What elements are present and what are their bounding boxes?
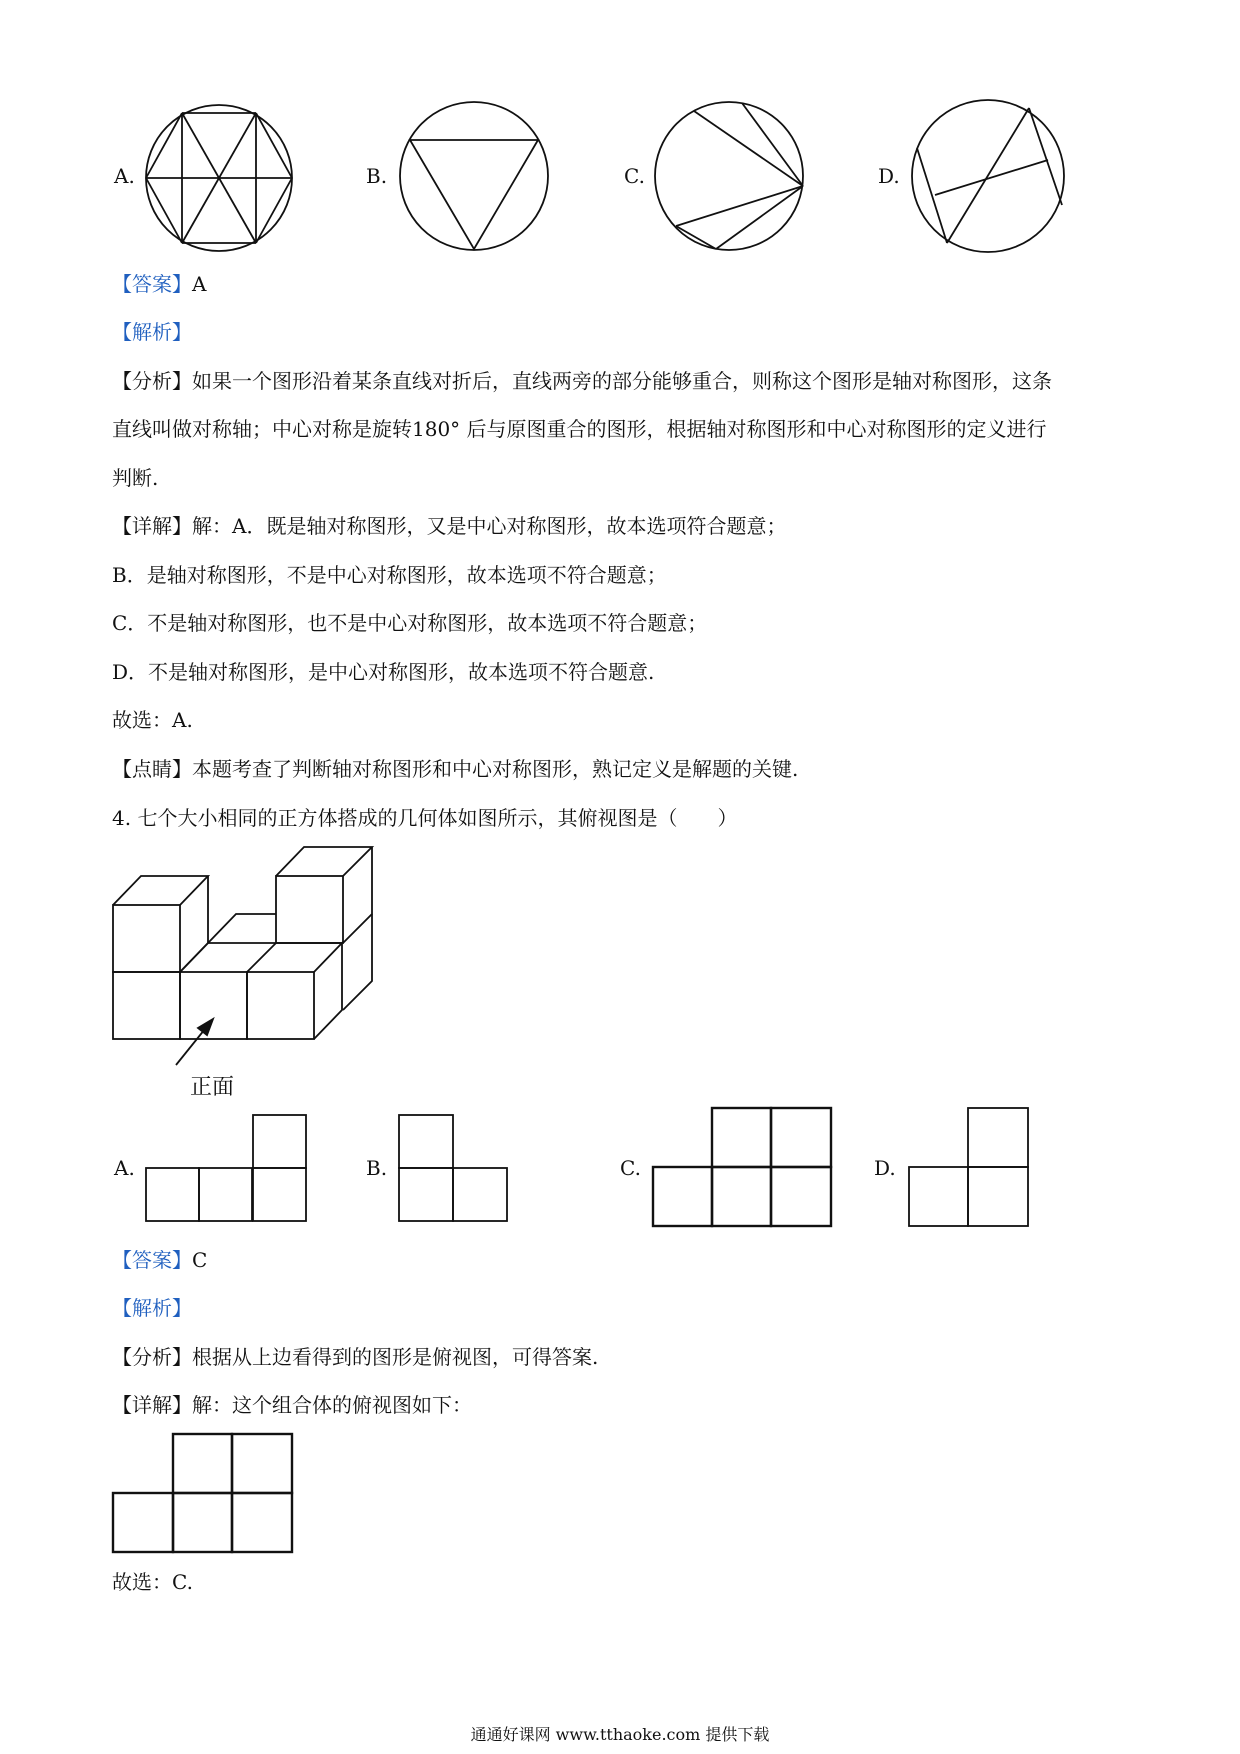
comment-text: 本题考查了判断轴对称图形和中心对称图形，熟记定义是解题的关键. [192, 757, 799, 781]
q3-detail-line4: D．不是轴对称图形，是中心对称图形，故本选项不符合题意. [112, 660, 655, 684]
q3-option-b-label: B. [366, 164, 388, 188]
answer-tag: 【答案】 [112, 1248, 192, 1272]
fenxi-tag: 【分析】 [112, 369, 192, 393]
q4-option-d-label: D. [874, 1156, 896, 1180]
q3-choose: 故选：A. [112, 708, 193, 732]
q4-question: 4. 七个大小相同的正方体搭成的几何体如图所示，其俯视图是（ ） [112, 806, 738, 830]
q3-fenxi-line3: 判断. [112, 466, 159, 490]
q3-detail-line3: C．不是轴对称图形，也不是中心对称图形，故本选项不符合题意； [112, 611, 708, 635]
q4-option-a-label: A. [114, 1156, 135, 1180]
q3-option-a-label: A. [114, 164, 135, 188]
page-footer: 通通好课网 www.tthaoke.com 提供下载 [470, 1725, 770, 1744]
q3-fenxi-line2: 直线叫做对称轴；中心对称是旋转180° 后与原图重合的图形，根据轴对称图形和中心对称图形的定义进行 [112, 417, 1047, 441]
detail-text: 解：这个组合体的俯视图如下： [192, 1393, 472, 1417]
q4-analysis-tag: 【解析】 [112, 1296, 192, 1320]
detail-tag: 【详解】 [112, 1393, 192, 1417]
fenxi-tag: 【分析】 [112, 1345, 192, 1369]
q3-option-c-label: C. [624, 164, 645, 188]
q4-option-c-label: C. [620, 1156, 641, 1180]
q4-front-label: 正面 [190, 1075, 235, 1100]
answer-value: A [192, 272, 207, 296]
q3-detail-line2: B．是轴对称图形，不是中心对称图形，故本选项不符合题意； [112, 563, 667, 587]
q4-option-b-label: B. [366, 1156, 388, 1180]
q4-choose: 故选：C. [112, 1570, 193, 1594]
detail-tag: 【详解】 [112, 514, 192, 538]
fenxi-text: 如果一个图形沿着某条直线对折后，直线两旁的部分能够重合，则称这个图形是轴对称图形，这条 [192, 369, 1052, 393]
detail-text: 解：A．既是轴对称图形，又是中心对称图形，故本选项符合题意； [192, 514, 787, 538]
comment-tag: 【点睛】 [112, 757, 192, 781]
fenxi-text: 根据从上边看得到的图形是俯视图，可得答案. [192, 1345, 599, 1369]
answer-tag: 【答案】 [112, 272, 192, 296]
q3-analysis-tag: 【解析】 [112, 320, 192, 344]
answer-value: C [192, 1248, 208, 1272]
q3-option-d-label: D. [878, 164, 900, 188]
